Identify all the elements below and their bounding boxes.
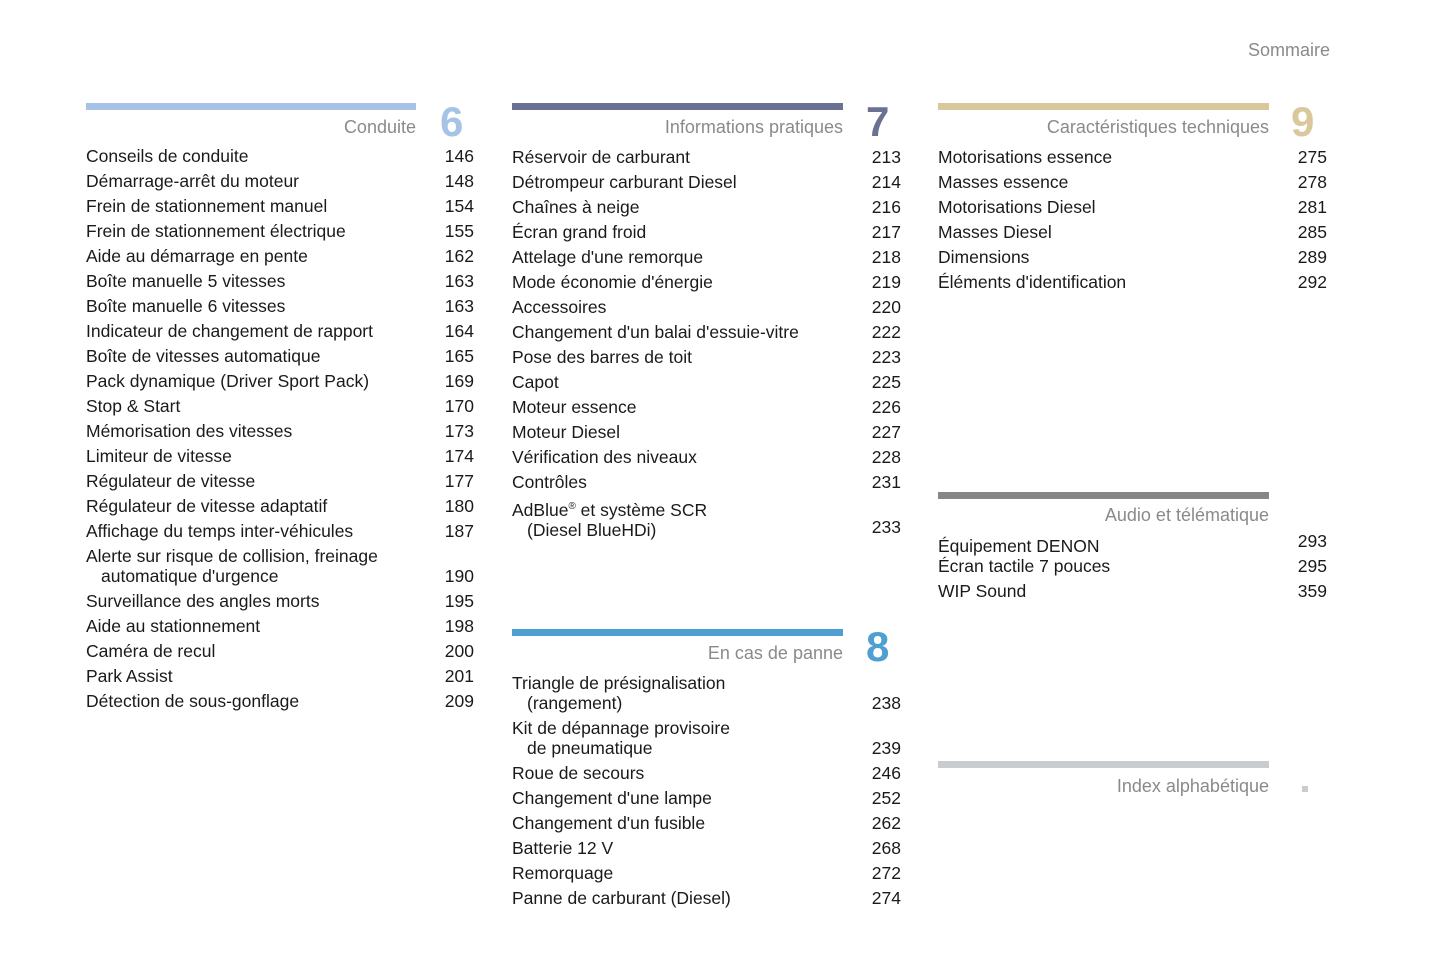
- toc-entry-label: [512, 447, 697, 467]
- toc-entry-label: [86, 196, 327, 216]
- toc-entry-label: [512, 838, 613, 858]
- toc-entry-label: [512, 197, 639, 217]
- toc-entry[interactable]: [86, 146, 474, 171]
- toc-entry-page-number: 180: [444, 496, 474, 516]
- toc-entry-label: [86, 471, 255, 491]
- toc-entry-label-line: Attelage d'une remorque: [512, 247, 704, 267]
- toc-entry-page-number: 217: [871, 222, 901, 242]
- toc-entry[interactable]: [86, 346, 474, 371]
- toc-entry[interactable]: [86, 296, 474, 321]
- toc-entry-page-number: 195: [444, 591, 474, 611]
- toc-entry[interactable]: [938, 222, 1327, 247]
- toc-entry[interactable]: [512, 297, 901, 322]
- toc-entry-label-line: Éléments d'identification: [938, 272, 1127, 292]
- toc-entry-label: [86, 446, 232, 466]
- toc-entry-label-line: Limiteur de vitesse: [86, 446, 232, 466]
- toc-entry[interactable]: [86, 171, 474, 196]
- toc-entry-page-number: 275: [1297, 147, 1327, 167]
- toc-entry-label-line: Affichage du temps inter-véhicules: [86, 521, 354, 541]
- toc-entry-label: [512, 788, 712, 808]
- section-title: Conduite: [343, 117, 416, 137]
- toc-entry-page-number: 209: [444, 691, 474, 711]
- toc-entry-page-number: 163: [444, 271, 474, 291]
- toc-entry[interactable]: [512, 372, 901, 397]
- toc-entry-label-line: Changement d'un fusible: [512, 813, 706, 833]
- toc-entry-label-line: Masses Diesel: [938, 222, 1052, 242]
- index-marker-square: [1302, 786, 1308, 792]
- toc-entry-label: [512, 172, 737, 192]
- toc-entry[interactable]: [86, 691, 474, 716]
- toc-entry-label: [938, 147, 1112, 167]
- toc-entry-page-number: 231: [871, 472, 901, 492]
- section-title: En cas de panne: [707, 643, 843, 663]
- toc-entry-label-line: Batterie 12 V: [512, 838, 614, 858]
- toc-entry[interactable]: [512, 347, 901, 372]
- toc-entry-page-number: 163: [444, 296, 474, 316]
- toc-entry-label-line: Chaînes à neige: [512, 197, 640, 217]
- toc-entry-label-line: Panne de carburant (Diesel): [512, 888, 731, 908]
- toc-entry-label: [86, 396, 180, 416]
- toc-entry-label: [512, 863, 613, 883]
- toc-entry-label-line: Régulateur de vitesse adaptatif: [86, 496, 328, 516]
- toc-entry[interactable]: [512, 197, 901, 222]
- toc-entry[interactable]: [512, 888, 901, 913]
- toc-entry-page-number: 238: [871, 693, 901, 713]
- toc-entry-label-line: WIP Sound: [938, 581, 1027, 601]
- toc-entry-page-number: 285: [1297, 222, 1327, 242]
- toc-entry-page-number: 227: [871, 422, 901, 442]
- toc-entry-label: [512, 247, 703, 267]
- toc-entry-label: [938, 581, 1026, 601]
- toc-entry-page-number: 272: [871, 863, 901, 883]
- toc-entry-page-number: 220: [871, 297, 901, 317]
- section-entries: [938, 531, 1327, 606]
- toc-entry[interactable]: [512, 272, 901, 297]
- toc-entry-label: [512, 397, 637, 417]
- toc-entry-label: [938, 272, 1126, 292]
- toc-entry[interactable]: [86, 321, 474, 346]
- toc-entry[interactable]: [938, 531, 1327, 556]
- toc-entry-label: [512, 888, 731, 908]
- toc-entry-label: [512, 322, 799, 342]
- toc-entry-page-number: 213: [871, 147, 901, 167]
- toc-entry-label-line: Régulateur de vitesse: [86, 471, 256, 491]
- toc-entry-label-line: Mode économie d'énergie: [512, 272, 713, 292]
- toc-entry[interactable]: [86, 546, 474, 591]
- toc-entry-label: [86, 171, 299, 191]
- toc-entry-label-line: Masses essence: [938, 172, 1069, 192]
- toc-entry-page-number: 295: [1297, 556, 1327, 576]
- toc-entry-label: [512, 422, 620, 442]
- toc-entry-label-line: Stop & Start: [86, 396, 181, 416]
- toc-entry-label: [86, 146, 248, 166]
- toc-entry-label: [512, 718, 730, 758]
- toc-entry-page-number: 173: [444, 421, 474, 441]
- toc-entry[interactable]: [86, 196, 474, 221]
- section-color-bar: [938, 761, 1269, 768]
- toc-entry-page-number: 201: [444, 666, 474, 686]
- toc-entry-label: [512, 763, 644, 783]
- toc-entry-page-number: 292: [1297, 272, 1327, 292]
- toc-entry-label: [86, 666, 173, 686]
- section-color-bar: [938, 103, 1269, 110]
- toc-entry-label: [86, 496, 327, 516]
- toc-entry-label-continuation: de pneumatique: [527, 738, 653, 758]
- toc-entry[interactable]: [512, 863, 901, 888]
- toc-entry-page-number: 146: [444, 146, 474, 166]
- toc-entry-page-number: 177: [444, 471, 474, 491]
- registered-mark: ®: [568, 501, 576, 512]
- toc-entry-label-line: Dimensions: [938, 247, 1030, 267]
- toc-entry-label: [938, 222, 1052, 242]
- toc-entry-label: [938, 536, 1099, 556]
- toc-entry-label: [86, 521, 353, 541]
- section-number: 6: [440, 98, 464, 145]
- toc-entry-label-line: Détection de sous-gonflage: [86, 691, 300, 711]
- toc-entry-label-line: [512, 497, 707, 520]
- toc-entry-label: [512, 813, 705, 833]
- toc-entry-label-line: Roue de secours: [512, 763, 645, 783]
- toc-entry-label-continuation: automatique d'urgence: [101, 566, 279, 586]
- toc-entry-label: [86, 321, 373, 341]
- section-number: 9: [1291, 98, 1315, 145]
- section-number: 8: [866, 623, 890, 670]
- toc-entry-page-number: 219: [871, 272, 901, 292]
- toc-entry[interactable]: [512, 172, 901, 197]
- toc-entry[interactable]: [512, 447, 901, 472]
- toc-entry-page-number: 170: [444, 396, 474, 416]
- toc-entry-page-number: 246: [871, 763, 901, 783]
- toc-entry-label: [86, 691, 299, 711]
- toc-entry-label-line: Contrôles: [512, 472, 587, 492]
- toc-entry-label: [86, 591, 319, 611]
- toc-entry-label-line: Conseils de conduite: [86, 146, 249, 166]
- toc-entry-label-part: et système SCR: [575, 499, 708, 520]
- toc-entry-page-number: 252: [871, 788, 901, 808]
- toc-entry-label-continuation: (rangement): [527, 693, 623, 713]
- toc-entry[interactable]: [938, 272, 1327, 297]
- toc-entry-page-number: 155: [444, 221, 474, 241]
- toc-entry[interactable]: [86, 271, 474, 296]
- toc-entry-label-line: Changement d'une lampe: [512, 788, 712, 808]
- toc-entry-label-part: AdBlue: [512, 499, 569, 520]
- toc-entry-page-number: 222: [871, 322, 901, 342]
- toc-entry-label-line: Moteur essence: [512, 397, 637, 417]
- toc-entry-label: [86, 296, 285, 316]
- toc-entry[interactable]: [512, 472, 901, 497]
- toc-entry-label-line: Réservoir de carburant: [512, 147, 690, 167]
- toc-entry-label-line: Changement d'un balai d'essuie-vitre: [512, 322, 799, 342]
- toc-entry-label-line: Mémorisation des vitesses: [86, 421, 293, 441]
- toc-entry[interactable]: [512, 222, 901, 247]
- toc-entry[interactable]: [86, 666, 474, 691]
- toc-entry-label-line: Kit de dépannage provisoire: [512, 718, 730, 738]
- section-color-bar: [512, 103, 843, 110]
- toc-entry-label: [938, 247, 1029, 267]
- toc-entry-page-number: 165: [444, 346, 474, 366]
- toc-entry[interactable]: [512, 497, 901, 542]
- toc-entry[interactable]: [86, 641, 474, 666]
- toc-entry[interactable]: [938, 556, 1327, 581]
- toc-entry-label-line: Vérification des niveaux: [512, 447, 697, 467]
- toc-entry-page-number: 274: [871, 888, 901, 908]
- toc-entry-label-continuation: (Diesel BlueHDi): [527, 519, 657, 540]
- toc-entry[interactable]: [86, 371, 474, 396]
- toc-entry-label-line: Boîte de vitesses automatique: [86, 346, 321, 366]
- section-entries: [512, 673, 901, 913]
- toc-entry[interactable]: [512, 788, 901, 813]
- toc-entry-label: [512, 147, 690, 167]
- section-title: Caractéristiques techniques: [1046, 117, 1269, 137]
- toc-entry-label-line: Caméra de recul: [86, 641, 216, 661]
- toc-entry-label: [512, 222, 646, 242]
- toc-entry-label: [512, 372, 559, 392]
- toc-entry-page-number: 218: [871, 247, 901, 267]
- toc-entry[interactable]: [512, 718, 901, 763]
- toc-entry[interactable]: [938, 172, 1327, 197]
- toc-entry-label-line: Alerte sur risque de collision, freinage: [86, 546, 378, 566]
- toc-entry-page-number: 281: [1297, 197, 1327, 217]
- toc-entry-label: [512, 272, 713, 292]
- toc-entry-label: [512, 673, 725, 713]
- toc-entry-page-number: 226: [871, 397, 901, 417]
- toc-entry-page-number: 223: [871, 347, 901, 367]
- toc-entry-label-line: Accessoires: [512, 297, 607, 317]
- section-color-bar: [938, 492, 1269, 499]
- toc-entry-label-line: Park Assist: [86, 666, 173, 686]
- toc-entry[interactable]: [938, 197, 1327, 222]
- toc-entry-page-number: 198: [444, 616, 474, 636]
- toc-entry[interactable]: [86, 421, 474, 446]
- toc-entry[interactable]: [938, 247, 1327, 272]
- toc-entry[interactable]: [512, 813, 901, 838]
- toc-entry-page-number: 262: [871, 813, 901, 833]
- toc-entry-label: [86, 616, 260, 636]
- toc-entry-page-number: 293: [1297, 531, 1327, 551]
- section-number: 7: [866, 98, 890, 145]
- toc-entry-page-number: 164: [444, 321, 474, 341]
- toc-entry-label: [86, 641, 215, 661]
- toc-entry[interactable]: [86, 496, 474, 521]
- toc-entry[interactable]: [938, 147, 1327, 172]
- toc-entry-label-line: Motorisations Diesel: [938, 197, 1096, 217]
- toc-entry-label: [512, 497, 707, 540]
- section-color-bar: [512, 629, 843, 636]
- toc-entry-page-number: 214: [871, 172, 901, 192]
- toc-entry-label-line: Frein de stationnement électrique: [86, 221, 346, 241]
- toc-entry-label: [86, 221, 346, 241]
- toc-entry[interactable]: [512, 397, 901, 422]
- toc-entry-label: [86, 246, 308, 266]
- toc-entry[interactable]: [86, 396, 474, 421]
- toc-entry[interactable]: [512, 763, 901, 788]
- toc-entry-page-number: 200: [444, 641, 474, 661]
- toc-entry-page-number: 228: [871, 447, 901, 467]
- toc-entry-label: [938, 172, 1068, 192]
- toc-entry-label-line: Boîte manuelle 5 vitesses: [86, 271, 286, 291]
- toc-entry-label-line: Équipement DENON: [938, 536, 1100, 556]
- toc-entry-page-number: 162: [444, 246, 474, 266]
- toc-entry-label-line: Aide au stationnement: [86, 616, 261, 636]
- toc-entry-label-line: Démarrage-arrêt du moteur: [86, 171, 299, 191]
- toc-entry[interactable]: [512, 322, 901, 347]
- page-title: Sommaire: [1247, 40, 1330, 60]
- toc-entry-label-line: Remorquage: [512, 863, 614, 883]
- toc-entry-page-number: 190: [444, 566, 474, 586]
- section-entries: [512, 147, 901, 542]
- section-entries: [938, 147, 1327, 297]
- toc-entry-label: [512, 347, 692, 367]
- section-title: Index alphabétique: [1116, 776, 1269, 796]
- toc-entry-label-line: Aide au démarrage en pente: [86, 246, 308, 266]
- toc-entry-label-line: Capot: [512, 372, 559, 392]
- toc-entry[interactable]: [938, 581, 1327, 606]
- toc-entry-label-line: Détrompeur carburant Diesel: [512, 172, 737, 192]
- toc-entry-page-number: 169: [444, 371, 474, 391]
- toc-entry-label-line: Indicateur de changement de rapport: [86, 321, 373, 341]
- toc-entry-label-line: Pose des barres de toit: [512, 347, 692, 367]
- toc-entry-page-number: 154: [444, 196, 474, 216]
- section-color-bar: [86, 103, 416, 110]
- toc-entry-label: [86, 271, 285, 291]
- toc-entry-label-line: Moteur Diesel: [512, 422, 620, 442]
- toc-entry-label: [86, 346, 320, 366]
- toc-entry-page-number: 239: [871, 738, 901, 758]
- toc-entry-page-number: 187: [444, 521, 474, 541]
- section-entries: [86, 146, 474, 716]
- toc-entry-page-number: 216: [871, 197, 901, 217]
- toc-entry[interactable]: [512, 247, 901, 272]
- toc-entry-label-line: Écran grand froid: [512, 222, 647, 242]
- toc-entry-page-number: 174: [444, 446, 474, 466]
- toc-entry[interactable]: [86, 521, 474, 546]
- toc-entry[interactable]: [86, 221, 474, 246]
- toc-entry-page-number: 233: [871, 517, 901, 537]
- toc-entry-label-line: Surveillance des angles morts: [86, 591, 320, 611]
- toc-entry-label: [86, 421, 292, 441]
- toc-entry-label: [938, 197, 1096, 217]
- toc-entry[interactable]: [512, 673, 901, 718]
- toc-entry-label-line: Triangle de présignalisation: [512, 673, 726, 693]
- toc-entry-label: [512, 297, 606, 317]
- toc-entry[interactable]: [86, 471, 474, 496]
- toc-entry-label: [86, 546, 378, 586]
- toc-entry-page-number: 359: [1297, 581, 1327, 601]
- section-title: Informations pratiques: [664, 117, 843, 137]
- toc-entry[interactable]: [86, 616, 474, 641]
- toc-entry[interactable]: [86, 591, 474, 616]
- toc-entry[interactable]: [86, 446, 474, 471]
- toc-entry-label: [86, 371, 369, 391]
- toc-entry-label: [938, 556, 1110, 576]
- toc-entry-label-line: Pack dynamique (Driver Sport Pack): [86, 371, 370, 391]
- toc-entry-page-number: 278: [1297, 172, 1327, 192]
- toc-entry-label: [512, 472, 587, 492]
- toc-entry-page-number: 268: [871, 838, 901, 858]
- toc-entry[interactable]: [512, 422, 901, 447]
- toc-entry-label-line: Frein de stationnement manuel: [86, 196, 328, 216]
- toc-entry-page-number: 148: [444, 171, 474, 191]
- toc-entry[interactable]: [86, 246, 474, 271]
- toc-entry[interactable]: [512, 147, 901, 172]
- toc-entry-page-number: 289: [1297, 247, 1327, 267]
- section-title: Audio et télématique: [1104, 505, 1269, 525]
- toc-entry[interactable]: [512, 838, 901, 863]
- toc-entry-label-line: Boîte manuelle 6 vitesses: [86, 296, 286, 316]
- toc-entry-page-number: 225: [871, 372, 901, 392]
- toc-entry-label-line: Motorisations essence: [938, 147, 1113, 167]
- toc-entry-label-line: Écran tactile 7 pouces: [938, 556, 1111, 576]
